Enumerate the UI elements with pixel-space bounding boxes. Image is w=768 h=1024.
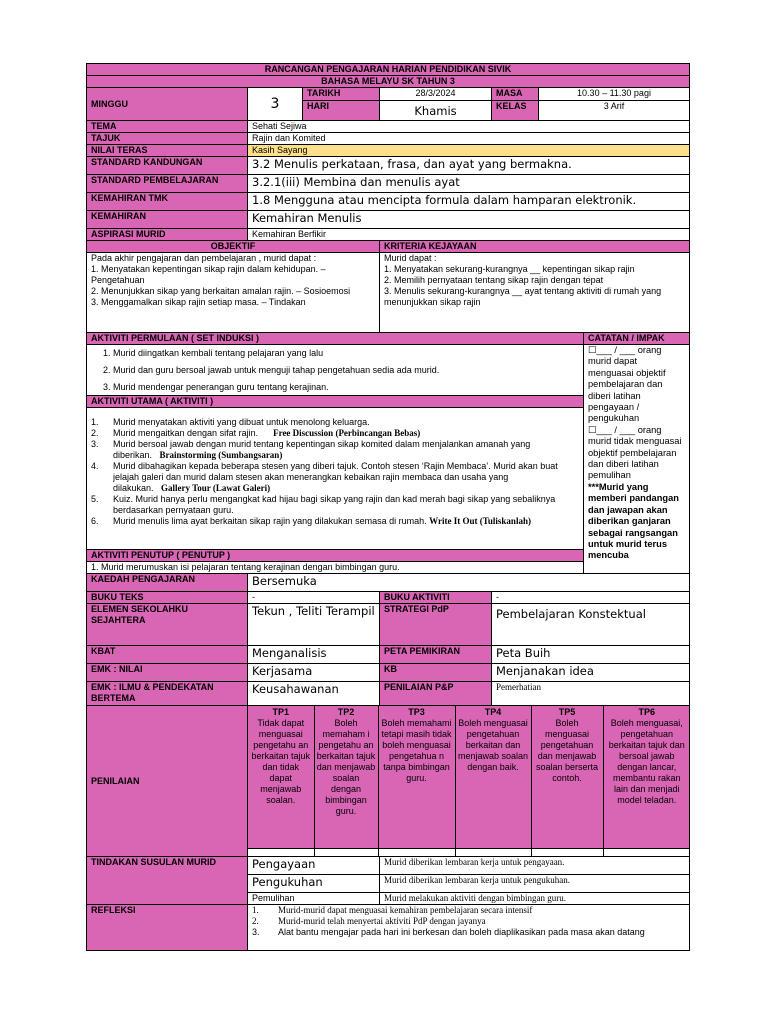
tarikh-value: 28/3/2024 <box>380 88 492 101</box>
tmk-label: KEMAHIRAN TMK <box>87 193 248 211</box>
list-number: 3. <box>252 927 260 937</box>
tarikh-label: TARIKH <box>303 88 380 101</box>
tp-cell <box>248 706 314 848</box>
tindakan-label: TINDAKAN SUSULAN MURID <box>87 857 248 905</box>
emk-nilai-value: Kerjasama <box>248 664 380 682</box>
list-item: Murid bersoal jawab dengan murid tentang kepentingan sikap komited dalam menjalankan amanah yang diberikan. Brainstorming (Sumbangsaran) <box>113 439 531 460</box>
refleksi-item: Murid-murid dapat menguasai kemahiran pembelajaran secara intensif <box>278 905 533 915</box>
list-item: Kuiz. Murid hanya perlu mengangkat kad hijau bagi sikap yang rajin dan kad merah bagi sikap yang sebaliknya berdasarkan pernyataan guru. <box>113 494 556 515</box>
lesson-plan-sheet <box>86 63 689 951</box>
list-number: 4. <box>91 461 99 471</box>
sk-label: STANDARD KANDUNGAN <box>87 157 248 175</box>
catatan-note: ***Murid yang memberi pandangan dan jawapan akan diberikan ganjaran sebagai rangsangan untuk murid terus mencuba <box>588 481 679 561</box>
sp-label: STANDARD PEMBELAJARAN <box>87 175 248 193</box>
utama-content <box>87 408 584 550</box>
kelas-label: KELAS <box>492 101 539 121</box>
technique-label: Brainstorming (Sumbangsaran) <box>159 450 283 460</box>
list-item: Murid menulis lima ayat berkaitan sikap rajin yang dilakukan semasa di rumah. Write It Out (Tuliskanlah) <box>113 516 531 526</box>
strategi-label: STRATEGI PdP <box>380 604 492 646</box>
elemen-value: Tekun , Teliti Terampil <box>248 604 380 646</box>
kriteria-intro: Murid dapat : <box>384 253 437 263</box>
tema-value: Sehati Sejiwa <box>248 121 690 133</box>
buku-teks-value: - <box>248 592 380 604</box>
sk-value: 3.2 Menulis perkataan, frasa, dan ayat yang bermakna. <box>248 157 690 175</box>
refleksi-list <box>252 905 685 938</box>
hari-label: HARI <box>303 101 380 121</box>
refleksi-item: Murid-murid telah menyertai aktiviti PdP dengan jayanya <box>278 916 486 926</box>
buku-aktiviti-value: - <box>492 592 690 604</box>
kriteria-item: 1. Menyatakan sekurang-kurangnya __ kepentingan sikap rajin <box>384 264 635 274</box>
catatan-note: ☐___ / ___ orang murid dapat menguasai objektif pembelajaran dan diberi latihan pengayaan / pengukuhan <box>588 345 666 424</box>
list-number: 6. <box>91 516 99 526</box>
refleksi-content <box>248 905 690 951</box>
list-number: 1. <box>252 905 259 915</box>
tindakan-value: Murid melakukan aktiviti dengan bimbingan guru. <box>380 893 690 905</box>
elemen-label: ELEMEN SEKOLAHKU SEJAHTERA <box>87 604 248 646</box>
buku-aktiviti-label: BUKU AKTIVITI <box>380 592 492 604</box>
technique-label: Gallery Tour (Lawat Galeri) <box>161 483 271 493</box>
tp-blank <box>314 848 378 856</box>
objektif-item: 3. Menggamalkan sikap rajin setiap masa. – Tindakan <box>91 297 306 307</box>
kaedah-value: Bersemuka <box>248 574 690 592</box>
tp-blank <box>248 848 314 856</box>
utama-header: AKTIVITI UTAMA ( AKTIVITI ) <box>87 396 584 408</box>
strategi-value: Pembelajaran Konstektual <box>492 604 690 646</box>
tp-heading: TP4 <box>484 707 502 717</box>
list-number: 2. <box>252 916 259 926</box>
tp-cell <box>378 706 455 848</box>
emk-ilmu-label: EMK : ILMU & PENDEKATAN BERTEMA <box>87 682 248 706</box>
list-item: Murid menyatakan aktiviti yang dibuat untuk menolong keluarga. <box>113 417 370 427</box>
aspirasi-value: Kemahiran Berfikir <box>248 229 690 241</box>
tp-heading: TP5 <box>558 707 576 717</box>
permulaan-item: 3. Murid mendengar penerangan guru tentang kerajinan. <box>113 382 579 393</box>
tp-desc: Boleh memaham i pengetahu an berkaitan tajuk dan menjawab soalan dengan bimbingan guru. <box>316 718 376 816</box>
catatan-content <box>584 345 690 574</box>
tp-cell <box>603 706 690 848</box>
kemahiran-label: KEMAHIRAN <box>87 211 248 229</box>
plan-subtitle: BAHASA MELAYU SK TAHUN 3 <box>87 76 690 88</box>
tajuk-label: TAJUK <box>87 133 248 145</box>
permulaan-item: 1. Murid diingatkan kembali tentang pelajaran yang lalu <box>113 348 579 359</box>
masa-label: MASA <box>492 88 539 101</box>
lesson-plan-table <box>86 63 690 951</box>
tp-heading: TP1 <box>272 707 289 717</box>
aspirasi-label: ASPIRASI MURID <box>87 229 248 241</box>
tindakan-value: Murid diberikan lembaran kerja untuk pengukuhan. <box>380 875 690 893</box>
tema-label: TEMA <box>87 121 248 133</box>
tindakan-value: Murid diberikan lembaran kerja untuk pengayaan. <box>380 857 690 875</box>
tp-blank <box>378 848 455 856</box>
kbat-value: Menganalisis <box>248 646 380 664</box>
list-item: Murid mengaitkan dengan sifat rajin. Free Discussion (Perbincangan Bebas) <box>113 428 421 438</box>
buku-teks-label: BUKU TEKS <box>87 592 248 604</box>
permulaan-header: AKTIVITI PERMULAAN ( SET INDUKSI ) <box>87 333 584 345</box>
kriteria-content <box>380 253 690 333</box>
catatan-note: ☐___ / ___ orang murid tidak menguasai objektif pembelajaran dan diberi latihan pemulihan <box>588 424 682 481</box>
sp-value: 3.2.1(iii) Membina dan menulis ayat <box>248 175 690 193</box>
list-number: 2. <box>91 428 99 438</box>
tmk-value: 1.8 Mengguna atau mencipta formula dalam hamparan elektronik. <box>248 193 690 211</box>
catatan-header: CATATAN / IMPAK <box>584 333 690 345</box>
objektif-item: 1. Menyatakan kepentingan sikap rajin dalam kehidupan. – Pengetahuan <box>91 264 326 285</box>
tp-heading: TP2 <box>337 707 355 717</box>
tindakan-key: Pemulihan <box>248 893 380 905</box>
tp-cell <box>314 706 378 848</box>
list-number: 1. <box>91 417 99 427</box>
tindakan-key: Pengukuhan <box>248 875 380 893</box>
tp-blank <box>531 848 603 856</box>
penilaian-grid <box>248 706 690 857</box>
kb-label: KB <box>380 664 492 682</box>
tp-cell <box>455 706 531 848</box>
list-number: 3. <box>91 439 99 449</box>
kriteria-item: 3. Menulis sekurang-kurangnya __ ayat tentang aktiviti di rumah yang menunjukkan sikap rajin <box>384 286 662 307</box>
penutup-content: 1. Murid merumuskan isi pelajaran tentang kerajinan dengan bimbingan guru. <box>87 562 584 574</box>
minggu-label: MINGGU <box>87 88 248 121</box>
kbat-label: KBAT <box>87 646 248 664</box>
penilaian-pp-label: PENILAIAN P&P <box>380 682 492 706</box>
tp-blank <box>455 848 531 856</box>
peta-label: PETA PEMIKIRAN <box>380 646 492 664</box>
masa-value: 10.30 – 11.30 pagi <box>539 88 690 101</box>
plan-title: RANCANGAN PENGAJARAN HARIAN PENDIDIKAN SIVIK <box>87 64 690 76</box>
tindakan-key: Pengayaan <box>248 857 380 875</box>
kriteria-item: 2. Memilih pernyataan tentang sikap rajin dengan tepat <box>384 275 604 285</box>
nilai-teras-label: NILAI TERAS <box>87 145 248 157</box>
tajuk-value: Rajin dan Komited <box>248 133 690 145</box>
refleksi-label: REFLEKSI <box>87 905 248 951</box>
objektif-content <box>87 253 380 333</box>
tp-desc: Boleh memahami tetapi masih tidak boleh menguasai pengetahua n tanpa bimbingan guru. <box>381 718 452 783</box>
tp-blank <box>603 848 690 856</box>
objektif-item: 2. Menunjukkan sikap yang berkaitan amalan rajin. – Sosioemosi <box>91 286 351 296</box>
hari-value: Khamis <box>380 101 492 121</box>
objektif-intro: Pada akhir pengajaran dan pembelajaran , murid dapat : <box>91 253 317 263</box>
tp-desc: Boleh menguasai pengetahuan berkaitan dan menjawab soalan dengan baik. <box>457 718 529 772</box>
list-number: 5. <box>91 494 99 504</box>
tp-table <box>248 706 690 856</box>
peta-value: Peta Buih <box>492 646 690 664</box>
kelas-value: 3 Arif <box>539 101 690 121</box>
kaedah-label: KAEDAH PENGAJARAN <box>87 574 248 592</box>
tp-heading: TP3 <box>408 707 425 717</box>
permulaan-content <box>87 345 584 396</box>
tp-desc: Boleh menguasai pengetahuan dan menjawab soalan berserta contoh. <box>535 718 599 783</box>
tp-desc: Boleh menguasai, pengetahuan berkaitan tajuk dan bersoal jawab dengan lancar, membantu rakan lain dan menjadi model teladan. <box>608 718 685 805</box>
technique-label: Write It Out (Tuliskanlah) <box>429 516 531 526</box>
permulaan-item: 2. Murid dan guru bersoal jawab untuk menguji tahap pengetahuan sedia ada murid. <box>113 365 579 376</box>
technique-label: Free Discussion (Perbincangan Bebas) <box>273 428 421 438</box>
penilaian-label: PENILAIAN <box>87 706 248 857</box>
tp-cell <box>531 706 603 848</box>
emk-ilmu-value: Keusahawanan <box>248 682 380 706</box>
list-item: Murid dibahagikan kepada beberapa stesen yang diberi tajuk. Contoh stesen ‘Rajin Membaca’. Murid akan buat jelajah galeri dan murid dalam stesen akan menerangkan kebaikan rajin membaca dan usaha yang dilakukan. Gallery Tour (Lawat Galeri) <box>113 461 558 493</box>
penutup-header: AKTIVITI PENUTUP ( PENUTUP ) <box>87 550 584 562</box>
nilai-teras-value: Kasih Sayang <box>248 145 690 157</box>
tp-heading: TP6 <box>638 707 655 717</box>
kemahiran-value: Kemahiran Menulis <box>248 211 690 229</box>
kb-value: Menjanakan idea <box>492 664 690 682</box>
refleksi-item: Alat bantu mengajar pada hari ini berkesan dan boleh diaplikasikan pada masa akan datang <box>278 927 645 937</box>
utama-list <box>91 417 579 527</box>
tp-desc: Tidak dapat menguasai pengetahu an berkaitan tajuk dan tidak dapat menjawab soalan. <box>251 718 311 805</box>
objektif-header: OBJEKTIF <box>87 241 380 253</box>
penilaian-pp-value: Pemerhatian <box>492 682 690 706</box>
emk-nilai-label: EMK : NILAI <box>87 664 248 682</box>
kriteria-header: KRITERIA KEJAYAAN <box>380 241 690 253</box>
minggu-value: 3 <box>248 88 303 121</box>
